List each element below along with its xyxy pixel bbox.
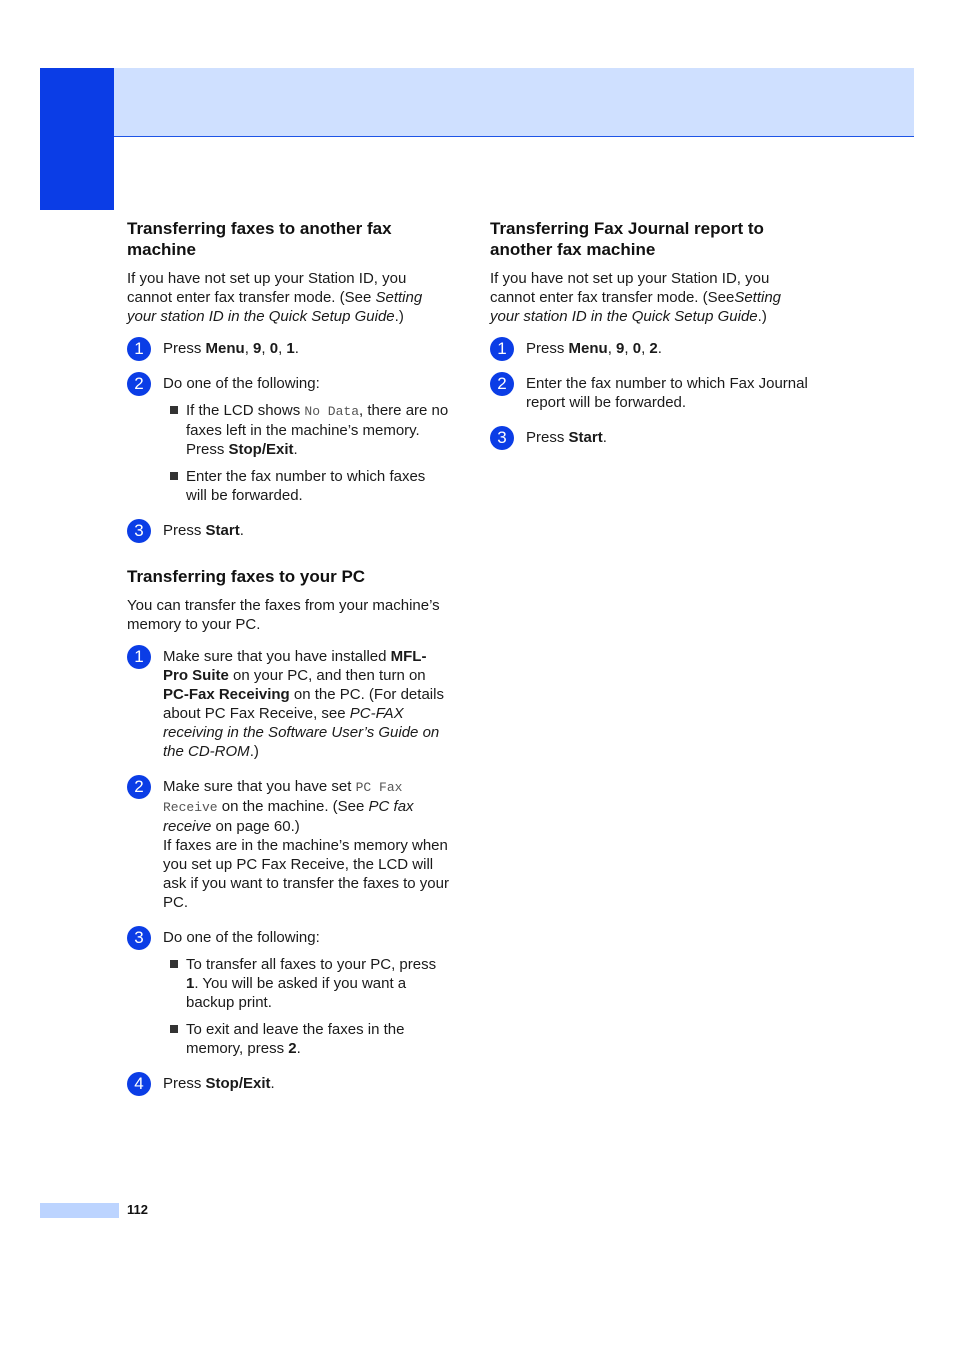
step-3 [490, 428, 812, 447]
step-2 [127, 374, 449, 505]
page-number: 112 [127, 1202, 148, 1217]
step-1 [490, 339, 812, 358]
section-title-transfer-to-fax: Transferring faxes to another fax machine [127, 219, 392, 259]
section-title-transfer-journal: Transferring Fax Journal report to another fax machine [490, 219, 764, 259]
step-number-badge: 2 [490, 372, 514, 396]
section-intro: If you have not set up your Station ID, you cannot enter fax transfer mode. (See Setting your station ID in the Quick Setup Guide.) [127, 270, 423, 325]
footer-bar [40, 1203, 119, 1218]
step-number-badge: 4 [127, 1072, 151, 1096]
bullet-list [163, 401, 449, 505]
step-3 [127, 928, 449, 1058]
step-number-badge: 3 [127, 519, 151, 543]
lcd-message: No Data [304, 404, 359, 419]
step-text: Do one of the following: [163, 929, 320, 946]
bullet-item: To transfer all faxes to your PC, press 1. You will be asked if you want a backup print. [163, 955, 449, 1012]
page-reference: PC fax receive [163, 798, 414, 835]
step-text: Make sure that you have set PC Fax Receive on the machine. (See PC fax receive on page 60.) If faxes are in the machine’s memory when you set up PC Fax Receive, the LCD will ask if you want to transfer the faxes to your PC. [163, 778, 449, 911]
step-number-badge: 1 [127, 645, 151, 669]
bullet-item: Enter the fax number to which faxes will be forwarded. [163, 467, 449, 505]
guide-reference: Setting your station ID in the Quick Setup Guide [127, 289, 423, 325]
step-text: Enter the fax number to which Fax Journal report will be forwarded. [526, 375, 808, 411]
step-text: Press Start. [526, 429, 607, 446]
lcd-message: PC Fax Receive [163, 780, 403, 815]
step-2 [127, 777, 449, 912]
guide-reference: PC-FAX receiving in the Software User’s Guide on the CD-ROM [163, 705, 440, 760]
right-column [490, 218, 812, 463]
chapter-tab-block [40, 68, 114, 210]
step-number-badge: 1 [490, 337, 514, 361]
guide-reference: Setting your station ID in the Quick Setup Guide [490, 289, 782, 325]
step-3 [127, 521, 449, 540]
step-1 [127, 647, 449, 761]
step-text: Do one of the following: [163, 375, 320, 392]
step-1 [127, 339, 449, 358]
section-title-transfer-to-pc: Transferring faxes to your PC [127, 567, 366, 586]
step-text: Press Stop/Exit. [163, 1075, 275, 1092]
section-intro: If you have not set up your Station ID, you cannot enter fax transfer mode. (SeeSetting your station ID in the Quick Setup Guide.) [490, 270, 782, 325]
bullet-item: If the LCD shows No Data, there are no faxes left in the machine’s memory. Press Stop/Exit. [163, 401, 449, 459]
step-text: Press Menu, 9, 0, 1. [163, 340, 299, 357]
step-number-badge: 2 [127, 775, 151, 799]
bullet-item: To exit and leave the faxes in the memory, press 2. [163, 1020, 449, 1058]
step-text: Press Menu, 9, 0, 2. [526, 340, 662, 357]
step-text: Press Start. [163, 522, 244, 539]
step-2 [490, 374, 812, 412]
step-4 [127, 1074, 449, 1093]
step-number-badge: 3 [127, 926, 151, 950]
section-intro: You can transfer the faxes from your machine’s memory to your PC. [127, 597, 440, 633]
step-number-badge: 3 [490, 426, 514, 450]
header-band [114, 68, 914, 137]
left-column [127, 218, 449, 1109]
step-number-badge: 1 [127, 337, 151, 361]
bullet-list [163, 955, 449, 1058]
step-number-badge: 2 [127, 372, 151, 396]
step-text: Make sure that you have installed MFL-Pro Suite on your PC, and then turn on PC-Fax Receiving on the PC. (For details about PC Fax Receive, see PC-FAX receiving in the Software User’s Guide on the CD-ROM.) [163, 648, 444, 760]
